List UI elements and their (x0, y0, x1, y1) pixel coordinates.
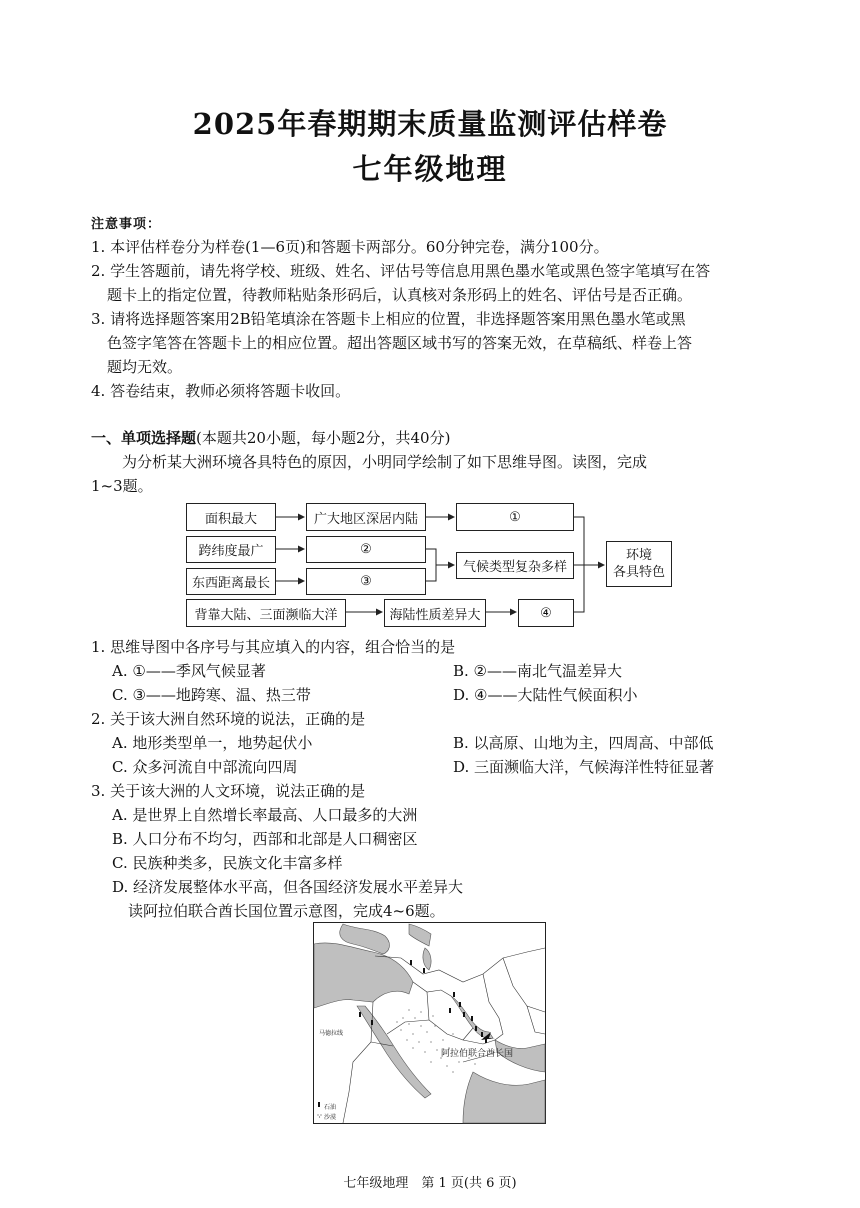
mindmap-result-line-2: 各具特色 (612, 565, 665, 580)
notice-line: 题卡上的指定位置，待教师粘贴条形码后，认真核对条形码上的姓名、评估号是否正确。 (107, 286, 693, 304)
mindmap-box-blank-3: ③ (306, 568, 426, 595)
option-b: B. 以高原、山地为主，四周高、中部低 (453, 734, 714, 752)
map-intro: 读阿拉伯联合酋长国位置示意图，完成4~6题。 (128, 902, 445, 920)
uae-location-map (313, 922, 546, 1124)
option-b: B. 人口分布不均匀，西部和北部是人口稠密区 (112, 830, 418, 848)
mindmap-box-blank-2: ② (306, 536, 426, 563)
option-d: D. 三面濒临大洋，气候海洋性特征显著 (453, 758, 715, 776)
option-d: D. 经济发展整体水平高，但各国经济发展水平差异大 (112, 878, 464, 896)
mindmap-box-area: 面积最大 (186, 503, 276, 531)
option-c: C. 民族种类多，民族文化丰富多样 (112, 854, 343, 872)
mindmap-result-line-1: 环境 (625, 548, 652, 563)
option-b: B. ②——南北气温差异大 (453, 662, 623, 680)
mindmap-box-result (606, 541, 672, 587)
question-stem: 3. 关于该大洲的人文环境，说法正确的是 (91, 782, 366, 800)
section-intro-cont: 1~3题。 (91, 477, 153, 495)
mindmap-box-blank-4: ④ (518, 599, 574, 627)
section-intro: 为分析某大洲环境各具特色的原因，小明同学绘制了如下思维导图。读图，完成 (122, 453, 648, 471)
mindmap-box-inland: 广大地区深居内陆 (306, 503, 426, 531)
page-subtitle: 七年级地理 (352, 152, 508, 186)
option-c: C. ③——地跨寒、温、热三带 (112, 686, 311, 704)
notice-line: 色签字笔答在答题卡上的相应位置。超出答题区域书写的答案无效，在草稿纸、样卷上答 (107, 334, 693, 352)
page-footer: 七年级地理 第 1 页(共 6 页) (343, 1176, 517, 1191)
notice-line: 3. 请将选择题答案用2B铅笔填涂在答题卡上相应的位置，非选择题答案用黑色墨水笔或黑 (91, 310, 686, 328)
option-a: A. ①——季风气候显著 (112, 662, 266, 680)
legend-desert-label: 沙漠 (324, 1114, 337, 1121)
section-heading-title: 一、单项选择题 (91, 429, 197, 447)
question-stem: 1. 思维导图中各序号与其应填入的内容，组合恰当的是 (91, 638, 456, 656)
map-label-uae: 阿拉伯联合酋长国 (441, 1049, 514, 1059)
notice-line: 4. 答卷结束，教师必须将答题卡收回。 (91, 382, 351, 400)
mindmap-box-latitude: 跨纬度最广 (186, 536, 276, 563)
option-a: A. 地形类型单一，地势起伏小 (112, 734, 313, 752)
mindmap-box-blank-1: ① (456, 503, 574, 531)
option-d: D. ④——大陆性气候面积小 (453, 686, 638, 704)
question-stem: 2. 关于该大洲自然环境的说法，正确的是 (91, 710, 366, 728)
section-heading-note: (本题共20小题，每小题2分，共40分) (196, 429, 451, 447)
option-c: C. 众多河流自中部流向四周 (112, 758, 298, 776)
mindmap-box-longitude: 东西距离最长 (186, 568, 276, 595)
section-heading (91, 427, 450, 449)
notice-line: 题均无效。 (107, 358, 183, 376)
option-a: A. 是世界上自然增长率最高、人口最多的大洲 (112, 806, 418, 824)
page-title: 2025年春期期末质量监测评估样卷 (192, 107, 668, 141)
mindmap-box-land-sea: 海陆性质差异大 (384, 599, 486, 627)
legend-oil-label: 石油 (324, 1104, 337, 1111)
mindmap-box-ocean: 背靠大陆、三面濒临大洋 (186, 599, 346, 627)
map-graphic (313, 922, 546, 1124)
mindmap-box-climate: 气候类型复杂多样 (456, 552, 574, 579)
map-label-left: 马德拉线 (319, 1030, 344, 1037)
notice-line: 2. 学生答题前，请先将学校、班级、姓名、评估号等信息用黑色墨水笔或黑色签字笔填写在答 (91, 262, 711, 280)
mind-map (186, 497, 676, 631)
notice-heading: 注意事项： (91, 217, 162, 232)
notice-line: 1. 本评估样卷分为样卷(1—6页)和答题卡两部分。60分钟完卷，满分100分。 (91, 238, 609, 256)
